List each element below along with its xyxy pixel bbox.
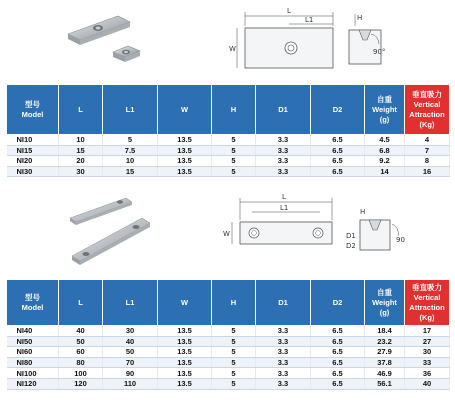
cell-D2: 6.5 (311, 156, 365, 167)
cell-L1: 110 (103, 378, 158, 389)
header-D1: D1 (256, 280, 311, 326)
header-L: L (59, 280, 103, 326)
cell-L1: 50 (103, 347, 158, 358)
header-D2: D2 (311, 85, 365, 135)
cell-H: 5 (212, 378, 256, 389)
cell-D2: 6.5 (311, 145, 365, 156)
cell-L1: 70 (103, 357, 158, 368)
dim2-label-H: H (360, 208, 366, 216)
cell-W: 13.5 (158, 347, 212, 358)
header-H: H (212, 280, 256, 326)
header-attraction-cn: 垂直吸力 (412, 89, 442, 99)
cell-L: 20 (59, 156, 103, 167)
header-model (7, 280, 59, 326)
header-model-cn: 型号 (25, 292, 40, 302)
cell-L: 30 (59, 166, 103, 177)
cell-weight: 9.2 (365, 156, 405, 167)
cell-model: NI120 (7, 378, 59, 389)
cell-model: NI40 (7, 326, 59, 337)
cell-H: 5 (212, 135, 256, 146)
cell-L: 10 (59, 135, 103, 146)
bottom-technical-drawing (220, 190, 420, 262)
dim-label-L1: L1 (305, 16, 314, 24)
cell-W: 13.5 (158, 368, 212, 379)
dim2-label-L1: L1 (280, 204, 289, 212)
cell-D2: 6.5 (311, 135, 365, 146)
cell-L: 80 (59, 357, 103, 368)
header-W: W (158, 85, 212, 135)
table-row (7, 145, 450, 156)
header-weight-cn: 自重 (377, 94, 392, 104)
header-weight (365, 280, 405, 326)
cell-model: NI50 (7, 336, 59, 347)
header-L1: L1 (103, 85, 158, 135)
cell-weight: 14 (365, 166, 405, 177)
cell-attraction: 27 (405, 336, 450, 347)
header-D2: D2 (311, 280, 365, 326)
cell-L: 100 (59, 368, 103, 379)
dim-label-H: H (357, 14, 363, 22)
cell-W: 13.5 (158, 166, 212, 177)
header-weight-cn: 自重 (377, 287, 392, 297)
table-row (7, 378, 450, 389)
table-row (7, 166, 450, 177)
cell-H: 5 (212, 326, 256, 337)
cell-model: NI15 (7, 145, 59, 156)
header-attraction-en2: Attraction (409, 109, 445, 119)
header-L: L (59, 85, 103, 135)
cell-weight: 23.2 (365, 336, 405, 347)
cell-attraction: 7 (405, 145, 450, 156)
header-attraction-unit: (Kg) (419, 119, 435, 129)
cell-D2: 6.5 (311, 378, 365, 389)
cell-model: NI60 (7, 347, 59, 358)
cell-H: 5 (212, 156, 256, 167)
header-attraction-en1: Vertical (413, 292, 441, 302)
cell-weight: 27.9 (365, 347, 405, 358)
cell-D2: 6.5 (311, 347, 365, 358)
header-weight-unit: (g) (379, 307, 390, 317)
cell-attraction: 33 (405, 357, 450, 368)
cell-weight: 56.1 (365, 378, 405, 389)
cell-L1: 90 (103, 368, 158, 379)
header-attraction-cn: 垂直吸力 (412, 282, 442, 292)
header-model (7, 85, 59, 135)
cell-W: 13.5 (158, 357, 212, 368)
cell-D1: 3.3 (256, 357, 311, 368)
cell-attraction: 36 (405, 368, 450, 379)
cell-weight: 46.9 (365, 368, 405, 379)
cell-W: 13.5 (158, 336, 212, 347)
cell-weight: 6.8 (365, 145, 405, 156)
dim-label-angle: 90° (373, 48, 386, 56)
cell-model: NI80 (7, 357, 59, 368)
cell-attraction: 40 (405, 378, 450, 389)
cell-D2: 6.5 (311, 166, 365, 177)
header-model-en: Model (21, 109, 44, 119)
cell-D1: 3.3 (256, 326, 311, 337)
cell-attraction: 8 (405, 156, 450, 167)
header-attraction-en2: Attraction (409, 302, 445, 312)
dim2-label-D1: D1 (346, 232, 356, 240)
cell-L1: 10 (103, 156, 158, 167)
table-1-header-row (7, 85, 450, 135)
cell-D1: 3.3 (256, 145, 311, 156)
dim-label-W: W (229, 45, 236, 53)
cell-H: 5 (212, 347, 256, 358)
cell-attraction: 16 (405, 166, 450, 177)
cell-L1: 40 (103, 336, 158, 347)
cell-D1: 3.3 (256, 166, 311, 177)
cell-L: 60 (59, 347, 103, 358)
spec-table-2 (6, 279, 450, 390)
product-photo-small-magnets (58, 4, 178, 74)
cell-model: NI20 (7, 156, 59, 167)
cell-L: 40 (59, 326, 103, 337)
cell-H: 5 (212, 145, 256, 156)
header-D1: D1 (256, 85, 311, 135)
header-attraction (405, 280, 450, 326)
cell-D2: 6.5 (311, 357, 365, 368)
spec-table-1 (6, 84, 450, 177)
cell-D2: 6.5 (311, 326, 365, 337)
header-weight (365, 85, 405, 135)
header-W: W (158, 280, 212, 326)
cell-model: NI10 (7, 135, 59, 146)
cell-D1: 3.3 (256, 378, 311, 389)
cell-weight: 37.8 (365, 357, 405, 368)
cell-W: 13.5 (158, 378, 212, 389)
cell-L1: 7.5 (103, 145, 158, 156)
cell-H: 5 (212, 336, 256, 347)
table-row (7, 326, 450, 337)
table-row (7, 368, 450, 379)
cell-weight: 18.4 (365, 326, 405, 337)
cell-attraction: 17 (405, 326, 450, 337)
cell-D1: 3.3 (256, 135, 311, 146)
cell-D1: 3.3 (256, 347, 311, 358)
header-attraction-en1: Vertical (413, 99, 441, 109)
cell-D1: 3.3 (256, 156, 311, 167)
table-2-header-row (7, 280, 450, 326)
cell-H: 5 (212, 166, 256, 177)
header-weight-en: Weight (372, 297, 397, 307)
cell-W: 13.5 (158, 156, 212, 167)
header-weight-en: Weight (372, 104, 397, 114)
dim2-label-angle: 90 (396, 236, 405, 244)
table-row (7, 336, 450, 347)
dim2-label-W: W (223, 230, 230, 238)
header-attraction-unit: (Kg) (419, 312, 435, 322)
table-row (7, 357, 450, 368)
product-photo-long-magnets (58, 194, 168, 272)
table-row (7, 156, 450, 167)
cell-D1: 3.3 (256, 368, 311, 379)
header-weight-unit: (g) (379, 114, 390, 124)
header-attraction (405, 85, 450, 135)
top-technical-drawing (225, 4, 395, 74)
cell-L1: 30 (103, 326, 158, 337)
cell-weight: 4.5 (365, 135, 405, 146)
header-L1: L1 (103, 280, 158, 326)
cell-W: 13.5 (158, 326, 212, 337)
cell-L: 15 (59, 145, 103, 156)
cell-W: 13.5 (158, 135, 212, 146)
cell-L: 50 (59, 336, 103, 347)
header-H: H (212, 85, 256, 135)
cell-model: NI30 (7, 166, 59, 177)
table-row (7, 347, 450, 358)
cell-L: 120 (59, 378, 103, 389)
cell-D2: 6.5 (311, 336, 365, 347)
cell-W: 13.5 (158, 145, 212, 156)
cell-L1: 15 (103, 166, 158, 177)
cell-attraction: 30 (405, 347, 450, 358)
header-model-en: Model (21, 302, 44, 312)
cell-attraction: 4 (405, 135, 450, 146)
cell-D1: 3.3 (256, 336, 311, 347)
cell-L1: 5 (103, 135, 158, 146)
dim2-label-D2: D2 (346, 242, 356, 250)
header-model-cn: 型号 (25, 99, 40, 109)
dim-label-L: L (287, 7, 291, 15)
table-row (7, 135, 450, 146)
cell-H: 5 (212, 357, 256, 368)
dim2-label-L: L (282, 193, 286, 201)
cell-D2: 6.5 (311, 368, 365, 379)
cell-H: 5 (212, 368, 256, 379)
cell-model: NI100 (7, 368, 59, 379)
